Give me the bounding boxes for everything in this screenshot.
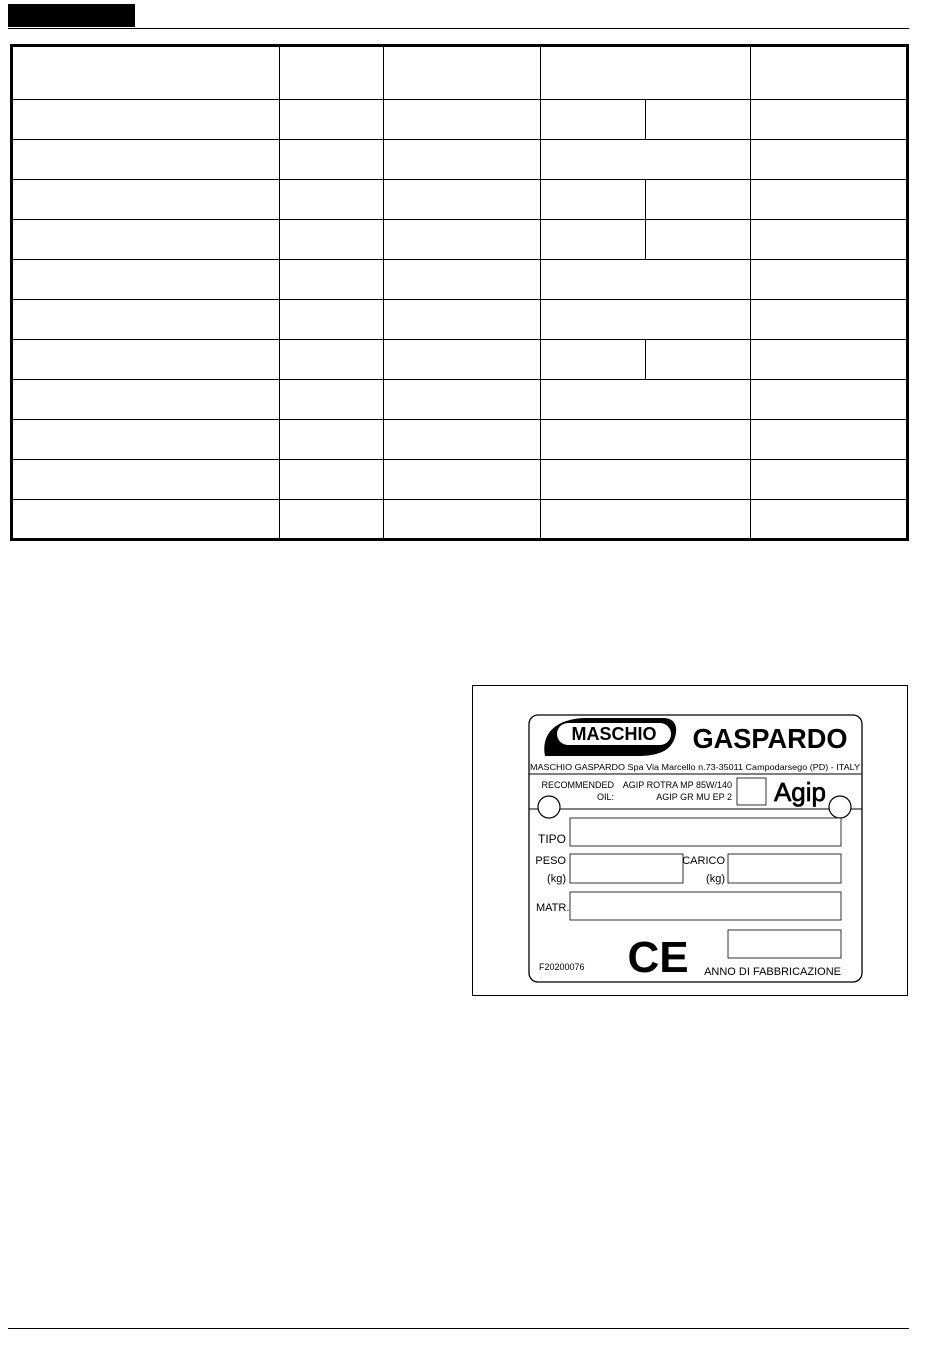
carico-unit: (kg) [706,873,725,885]
table-cell [541,460,751,500]
table-cell [646,340,751,380]
table-cell [280,300,384,340]
table-row [12,260,908,300]
table-cell [384,220,541,260]
oil-brand-box [737,778,766,805]
table-cell [751,260,908,300]
table-cell [12,140,280,180]
tipo-field [570,818,841,846]
peso-unit: (kg) [547,873,566,885]
table-cell [384,180,541,220]
oil-spec-1: AGIP ROTRA MP 85W/140 [622,780,732,790]
table-cell [280,260,384,300]
table-cell [751,140,908,180]
mounting-hole-right [829,796,851,818]
table-row [12,460,908,500]
table-cell [541,340,646,380]
table-cell [541,100,646,140]
table-cell [384,420,541,460]
table-row [12,340,908,380]
matricola-field [570,892,841,920]
table-cell [751,500,908,540]
year-field [728,930,841,958]
table-cell [280,220,384,260]
table-cell [646,100,751,140]
table-cell [280,460,384,500]
table-cell [12,420,280,460]
table-cell [12,180,280,220]
table-cell [280,380,384,420]
table-cell [12,340,280,380]
identification-plate [473,686,906,994]
table-cell [12,100,280,140]
table-cell [384,380,541,420]
header-rule [8,28,909,29]
table-cell [384,140,541,180]
table-row [12,220,908,260]
table-cell [280,100,384,140]
table-cell [384,46,541,100]
spec-table [10,44,909,541]
maschio-logo [544,718,676,756]
table-cell [280,46,384,100]
identification-plate-figure [472,685,908,996]
table-row [12,100,908,140]
tipo-label: TIPO [538,832,567,846]
table-row [12,500,908,540]
table-cell [751,220,908,260]
oil-label: OIL: [596,792,614,802]
table-cell [541,300,751,340]
carico-label: CARICO [682,855,725,867]
table-cell [751,460,908,500]
table-header-row [12,46,908,100]
gaspardo-wordmark: GASPARDO [692,723,848,754]
table-cell [384,260,541,300]
table-cell [751,46,908,100]
peso-field [570,854,683,883]
table-row [12,420,908,460]
table-cell [541,500,751,540]
table-row [12,180,908,220]
table-cell [751,380,908,420]
table-cell [751,180,908,220]
table-row [12,140,908,180]
table-cell [541,260,751,300]
table-cell [12,300,280,340]
recommended-label: RECOMMENDED [541,780,614,790]
table-cell [12,46,280,100]
table-cell [280,140,384,180]
footer-rule [8,1328,909,1329]
ce-mark: CE [627,933,689,982]
mounting-hole-left [538,796,560,818]
plate-code: F20200076 [539,962,585,972]
table-cell [12,380,280,420]
table-cell [751,300,908,340]
peso-label: PESO [535,855,566,867]
table-cell [541,180,646,220]
table-cell [646,180,751,220]
table-cell [541,140,751,180]
table-cell [751,100,908,140]
table-cell [646,220,751,260]
table-cell [751,340,908,380]
table-cell [280,340,384,380]
table-cell [12,460,280,500]
agip-logo: Agip [773,777,827,807]
section-tab [8,4,135,27]
year-label: ANNO DI FABBRICAZIONE [704,966,841,978]
table-cell [541,220,646,260]
carico-field [728,854,841,883]
matricola-label: MATR. [536,902,570,914]
table-cell [384,500,541,540]
table-cell [12,220,280,260]
table-cell [12,260,280,300]
manufacturer-address: MASCHIO GASPARDO Spa Via Marcello n.73-35011 Campodarsego (PD) - ITALY [530,762,861,772]
table-cell [541,420,751,460]
table-cell [12,500,280,540]
maschio-wordmark: MASCHIO [571,724,657,744]
table-cell [751,420,908,460]
table-cell [384,340,541,380]
table-cell [541,380,751,420]
table-cell [541,46,751,100]
table-row [12,300,908,340]
table-cell [280,420,384,460]
table-cell [384,460,541,500]
table-cell [280,500,384,540]
table-row [12,380,908,420]
oil-spec-2: AGIP GR MU EP 2 [656,792,732,802]
table-cell [280,180,384,220]
table-cell [384,300,541,340]
table-cell [384,100,541,140]
